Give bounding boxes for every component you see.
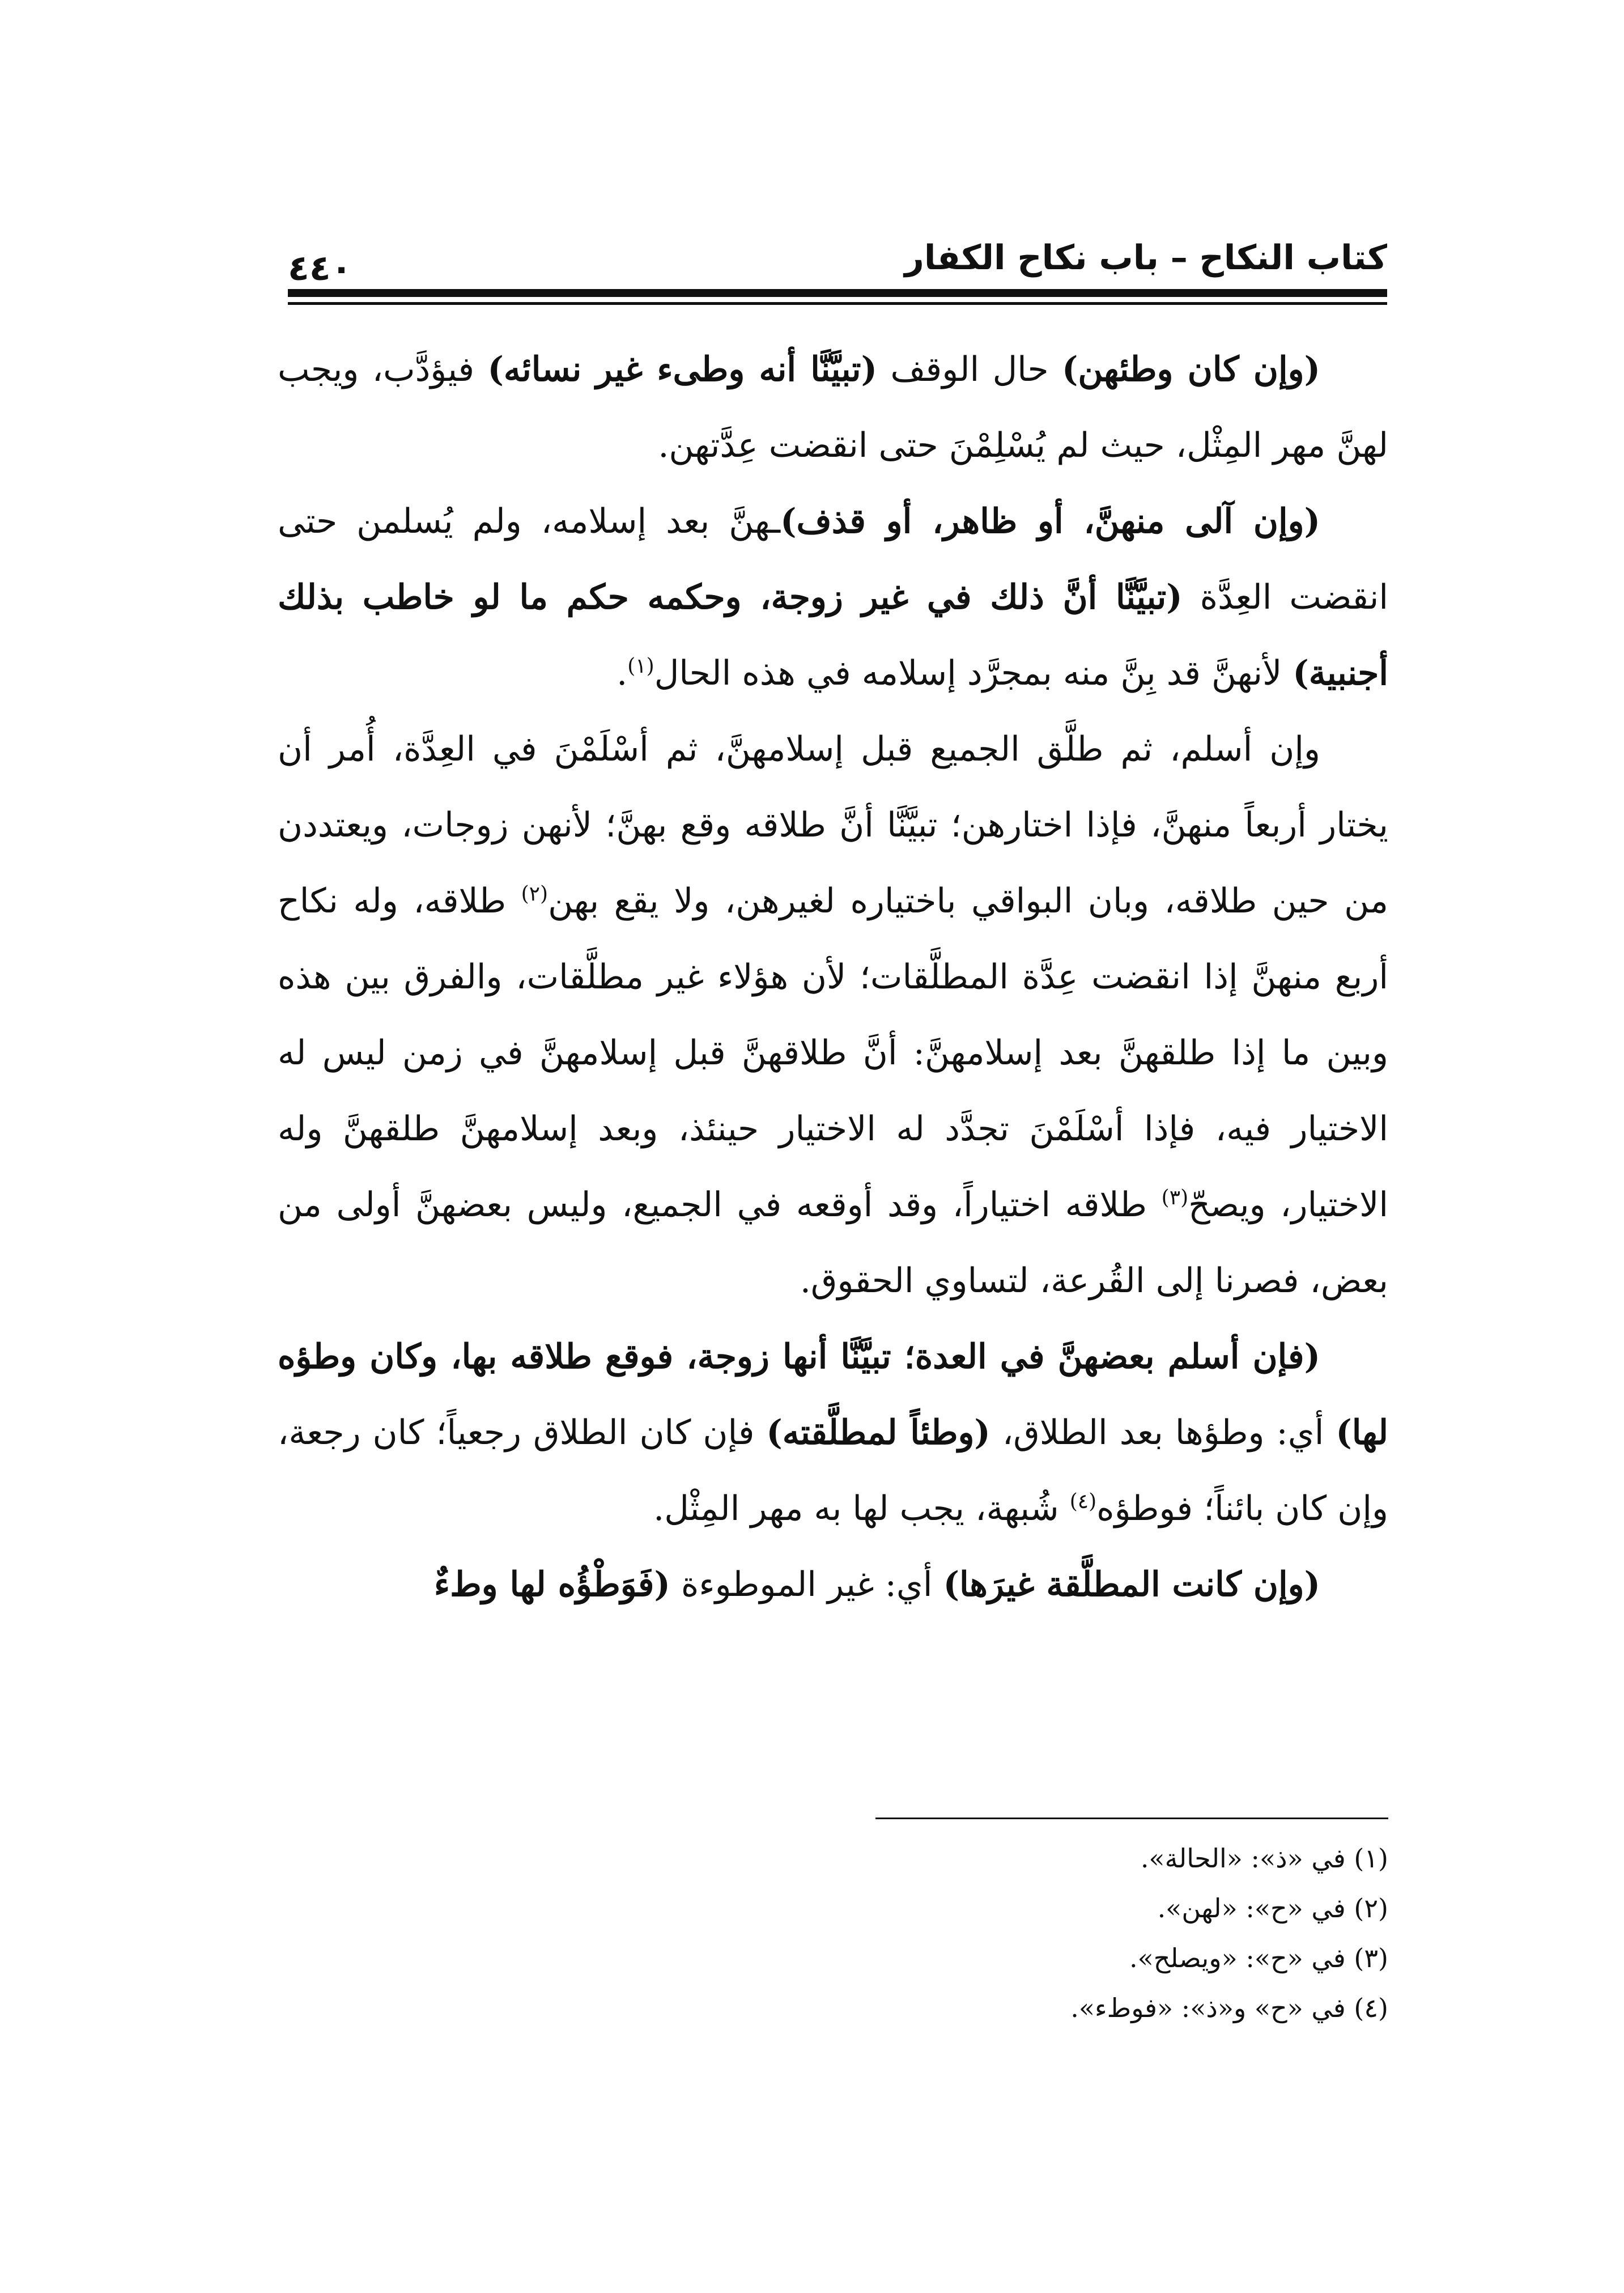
matn-text: (وإن كان وطئهن) bbox=[1061, 350, 1320, 389]
main-text bbox=[278, 332, 1388, 1623]
page-header bbox=[288, 218, 1387, 288]
footnotes bbox=[850, 1833, 1388, 2033]
paragraph-4 bbox=[278, 1319, 1388, 1547]
commentary-text: فيؤدَّب، ويجب لهنَّ مهر المِثْل، حيث لم يُسْلِمْنَ حتى انقضت عِدَّتهن. bbox=[278, 350, 1388, 465]
footnote-ref: (٢) bbox=[521, 882, 549, 906]
commentary-text: أي: وطؤها بعد الطلاق، bbox=[990, 1413, 1336, 1453]
matn-text: (وطئاً لمطلَّقته) bbox=[766, 1413, 990, 1453]
matn-text: (وإن كانت المطلَّقة غيرَها) bbox=[943, 1565, 1320, 1604]
commentary-text: وإن أسلم، ثم طلَّق الجميع قبل إسلامهنَّ، ثم أسْلَمْنَ في العِدَّة، أُمر أن يختار أربعاً منهنَّ، فإذا اختارهن؛ تبيَّنَّا أنَّ طلاقه وقع بهنَّ؛ لأنهن زوجات، ويعتددن من حين طلاقه، وبان البواقي باختياره لغيرهن، ولا يقع بهن bbox=[278, 729, 1388, 921]
paragraph-2 bbox=[278, 483, 1388, 711]
footnote-3: (٣) في «ح»: «ويصلح». bbox=[1129, 1943, 1388, 1973]
commentary-text: طلاقه، وله نكاح أربع منهنَّ إذا انقضت عِدَّة المطلَّقات؛ لأن هؤلاء غير مطلَّقات، والفرق بين هذه وبين ما إذا طلقهنَّ بعد إسلامهنَّ: أنَّ طلاقهنَّ قبل إسلامهنَّ في زمن ليس له الاختيار فيه، فإذا أسْلَمْنَ تجدَّد له الاختيار حينئذ، وبعد إسلامهنَّ طلقهنَّ وله الاختيار، ويصحّ bbox=[278, 881, 1388, 1225]
commentary-text: أي: غير الموطوءة bbox=[670, 1565, 943, 1604]
page-number: ٤٤٠ bbox=[288, 247, 352, 288]
footnote-1: (١) في «ذ»: «الحالة». bbox=[1140, 1843, 1388, 1874]
footnote-2: (٢) في «ح»: «لهن». bbox=[1157, 1893, 1388, 1923]
matn-text: (تبيَّنَّا أنه وطىء غير نسائه) bbox=[487, 350, 877, 389]
footnote-ref: (٤) bbox=[1069, 1490, 1097, 1513]
commentary-text: ـهنَّ بعد إسلامه، ولم يُسلمن حتى انقضت العِدَّة bbox=[278, 502, 1388, 617]
commentary-text: طلاقه اختياراً، وقد أوقعه في الجميع، وليس بعضهنَّ أولى من بعض، فصرنا إلى القُرعة، لتساوي الحقوق. bbox=[278, 1185, 1388, 1301]
commentary-text: فإن كان الطلاق رجعياً؛ كان رجعة، وإن كان بائناً؛ فوطؤه bbox=[278, 1413, 1388, 1528]
footnote-ref: (٣) bbox=[1161, 1186, 1189, 1209]
commentary-text: حال الوقف bbox=[877, 350, 1062, 389]
footnote-separator bbox=[875, 1818, 1388, 1819]
header-rule-thick bbox=[288, 289, 1387, 297]
running-title: كتاب النكاح – باب نكاح الكفار bbox=[904, 238, 1387, 278]
commentary-text: . bbox=[617, 653, 628, 693]
footnote-ref: (١) bbox=[627, 655, 654, 678]
matn-text: (فَوَطْؤُه لها وطءٌ bbox=[433, 1565, 670, 1604]
header-rule-thin bbox=[288, 302, 1387, 305]
commentary-text: شُبهة، يجب لها به مهر المِثْل. bbox=[653, 1489, 1070, 1528]
footnote-4: (٤) في «ح» و«ذ»: «فوطء». bbox=[1070, 1993, 1388, 2023]
paragraph-3 bbox=[278, 711, 1388, 1319]
matn-text: (فإن أسلم بعضهنَّ في العدة؛ تبيَّنَّا أنها زوجة، فوقع طلاقه بها، وكان وطؤه لها) bbox=[278, 1337, 1388, 1453]
paragraph-1 bbox=[278, 332, 1388, 483]
matn-text: (وإن آلى منهنَّ، أو ظاهر، أو قذف) bbox=[780, 502, 1320, 541]
paragraph-5 bbox=[278, 1547, 1388, 1623]
matn-text: (تبيَّنَّا أنَّ ذلك في غير زوجة، وحكمه حكم ما لو خاطب بذلك أجنبية) bbox=[278, 578, 1388, 693]
commentary-text: لأنهنَّ قد بِنَّ منه بمجرَّد إسلامه في هذه الحال bbox=[654, 653, 1293, 693]
